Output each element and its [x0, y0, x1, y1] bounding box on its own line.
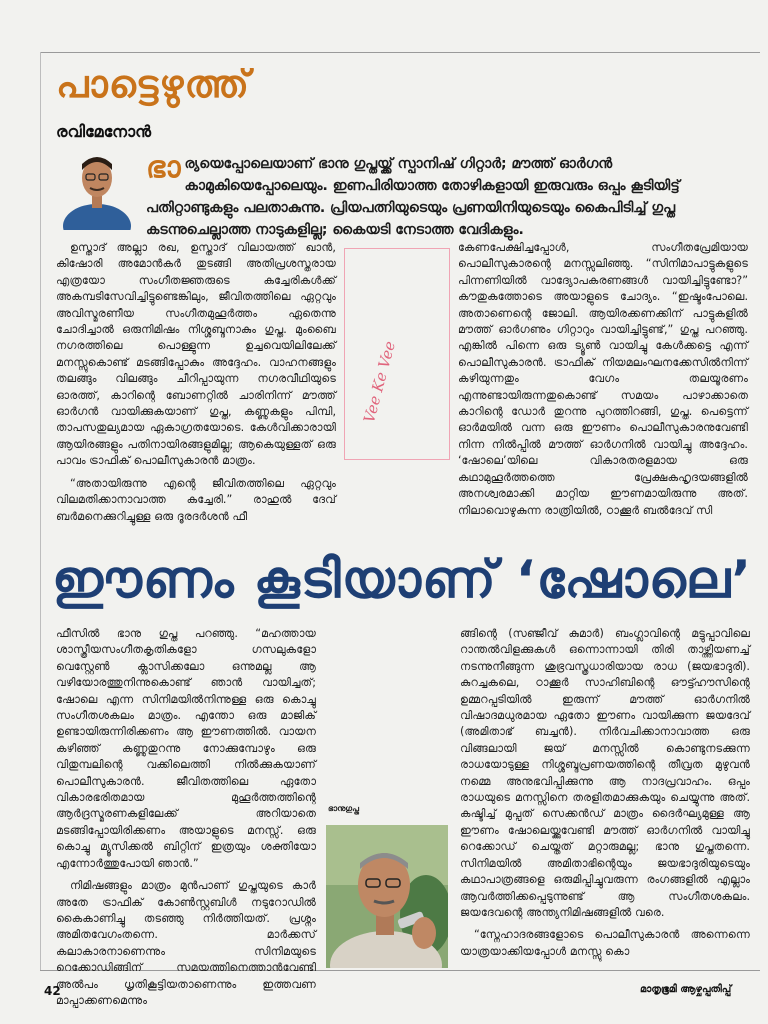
magazine-name: മാതൃഭൂമി ആഴ്ചപ്പതിപ്പ്	[640, 984, 732, 995]
ink-stamp-box	[344, 248, 450, 460]
page-number: 42	[44, 984, 61, 998]
paragraph: “അതായിരുന്നു എന്റെ ജീവിതത്തിലെ ഏറ്റവും വിലമതിക്കാനാവാത്ത കച്ചേരി.” രാഹുൽ ദേവ് ബർമനെക്കുറിച്ചുള്ള ഒരു ദൂരദർശൻ ഫീ	[56, 476, 336, 523]
paragraph: കേണപേക്ഷിച്ചപ്പോൾ, സംഗീതപ്രേമിയായ പൊലീസുകാരന്റെ മനസ്സലിഞ്ഞു. “സിനിമാപാട്ടുകളുടെ പിന്നണിയിൽ വാദ്യോപകരണങ്ങൾ വായിച്ചിട്ടുണ്ടോ?” കൗതുകത്തോടെ അയാളുടെ ചോദ്യം. “ഇഷ്ടംപോലെ. അതാണെന്റെ ജോലി. ആയിരക്കണക്കിന് പാട്ടുകളിൽ മൗത്ത് ഓർഗണും ഗിറ്റാറും വായിച്ചിട്ടുണ്ട്,” ഗുപ്ത പറഞ്ഞു. എങ്കിൽ പിന്നെ ഒരു ട്യൂൺ വായിച്ചു കേൾക്കട്ടെ എന്ന് പൊലീസുകാരൻ. ട്രാഫിക് നിയമലംഘനക്കേസിൽനിന്ന് കഴിയുന്നതും വേഗം തലയൂരണം എന്നുണ്ടായിരുന്നതുകൊണ്ട് സമയം പാഴാക്കാതെ കാറിന്റെ ഡോർ തുറന്നു പുറത്തിറങ്ങി, ഗുപ്ത. പെട്ടെന്ന് ഓർമയിൽ വന്ന ഒരു ഈണം പൊലീസുകാരനുവേണ്ടി നിന്ന നിൽപ്പിൽ മൗത്ത് ഓർഗനിൽ വായിച്ചു അദ്ദേഹം. ‘ഷോലെ’യിലെ വികാരതരളമായ ഒരു കഥാമുഹൂർത്തത്തെ പ്രേക്ഷകഹൃദയങ്ങളിൽ അനശ്വരമാക്കി മാറ്റിയ ഈണമായിരുന്നു അത്. നിലാവൊഴുകുന്ന രാത്രിയിൽ, ഠാക്കൂർ ബൽദേവ് സി	[458, 241, 748, 517]
frame-rule-top	[40, 52, 760, 53]
author-avatar	[56, 148, 138, 230]
dropcap: ഭാ	[146, 150, 181, 185]
paragraph: നിമിഷങ്ങളും മാത്രം മുൻപാണ് ഗുപ്തയുടെ കാർ അതേ ട്രാഫിക് കോൺസ്റ്റബിൾ നടുറോഡിൽ കൈകാണിച്ചു തടഞ്ഞു നിർത്തിയത്. പ്രശ്നം അമിതവേഗംതന്നെ. മാർക്കസ് കലാകാരനാണെന്നും സിനിമയുടെ റെക്കോഡിങ്ങിന് സമയത്തിനെത്താൻവേണ്ടി അൽപം ധൃതികൂട്ടിയതാണെന്നും ഇത്തവണ മാപ്പാക്കണമെന്നും	[56, 879, 316, 1007]
author-byline: രവിമേനോൻ	[56, 122, 151, 141]
column-title: പാട്ടെഴുത്ത്	[56, 62, 250, 106]
paragraph: ഫീസിൽ ഭാനു ഗുപ്ത പറഞ്ഞു. “മഹത്തായ ശാസ്ത്രീയസംഗീതകൃതികളോ ഗസലുകളോ വെസ്റ്റേൺ ക്ലാസിക്കലോ ഒന്നുമല്ല ആ വഴിയോരത്തുനിന്നുകൊണ്ട് ഞാൻ വായിച്ചത്; ഷോലെ എന്ന സിനിമയിൽനിന്നുള്ള ഒരു കൊച്ചു സംഗീതശകലം മാത്രം. എന്തോ ഒരു മാജിക് ഉണ്ടായിരുന്നിരിക്കണം ആ ഈണത്തിൽ. വായന കഴിഞ്ഞ് കണ്ണുതുറന്നു നോക്കുമ്പോഴും ഒരു വിതുമ്പലിന്റെ വക്കിലെത്തി നിൽക്കുകയാണ് പൊലീസുകാരൻ. ജീവിതത്തിലെ ഏതോ വികാരഭരിതമായ മുഹൂർത്തത്തിന്റെ ആർദ്രസ്മരണകളിലേക്ക് അറിയാതെ മടങ്ങിപ്പോയിരിക്കണം അയാളുടെ മനസ്സ്. ഒരു കൊച്ചു മ്യൂസിക്കൽ ബിറ്റിന് ഇത്രയും ശക്തിയോ എന്നോർത്തുപോയി ഞാൻ.”	[56, 627, 316, 870]
ink-stamp-text: Vee Ke Vee	[360, 339, 400, 425]
article-headline: ഈണം കൂടിയാണ് ‘ഷോലെ’	[52, 550, 753, 610]
portrait-photo	[326, 825, 448, 968]
paragraph: “സ്നേഹാദരങ്ങളോടെ പൊലീസുകാരൻ അന്നെന്നെ യാത്രയാക്കിയപ്പോൾ മനസ്സു കൊ	[460, 928, 750, 958]
paragraph: ങ്ങിന്റെ (സഞ്ജീവ് കുമാർ) ബംഗ്ലാവിന്റെ മട്ടുപ്പാവിലെ റാന്തൽവിളക്കുകൾ ഒന്നൊന്നായി തിരി താഴ്ത്തിയണച്ച് നടന്നുനീങ്ങുന്ന ശുഭ്രവസ്ത്രധാരിയായ രാധ (ജയഭാദുരി). കുറച്ചകലെ, ഠാക്കൂർ സാഹിബിന്റെ ഔട്ട്ഹൗസിന്റെ ഉമ്മറപ്പടിയിൽ ഇരുന്ന് മൗത്ത് ഓർഗനിൽ വിഷാദമധുരമായ ഏതോ ഈണം വായിക്കുന്ന ജയദേവ് (അമിതാഭ് ബച്ചൻ). നിർവചിക്കാനാവാത്ത ഒരു വിങ്ങലായി ജയ് മനസ്സിൽ കൊണ്ടുനടക്കുന്ന രാധയോടുള്ള നിശ്ശബ്ദപ്രണയത്തിന്റെ തീവ്രത മുഴുവൻ നമ്മെ അനുഭവിപ്പിക്കുന്നു ആ നാദപ്രവാഹം. ഒപ്പം രാധയുടെ മനസ്സിനെ തരളിതമാക്കുകയും ചെയ്യുന്നു അത്. കഷ്ടിച്ച് മുപ്പത് സെക്കൻഡ് മാത്രം ദൈർഘ്യമുള്ള ആ ഈണം ഷോലെയ്ക്കുവേണ്ടി മൗത്ത് ഓർഗനിൽ വായിച്ചു റെക്കോഡ് ചെയ്തത് മറ്റാരുമല്ല; ഭാനു ഗുപ്തതന്നെ. സിനിമയിൽ അമിതാഭിന്റെയും ജയഭാദുരിയുടെയും കഥാപാത്രങ്ങളെ ഒരുമിപ്പിച്ചുവരുന്ന രംഗങ്ങളിൽ എല്ലാം ആവർത്തിക്കപ്പെടുന്നുണ്ട് ആ സംഗീതശകലം. ജയദേവന്റെ അന്ത്യനിമിഷങ്ങളിൽ വരെ.	[460, 627, 750, 919]
article-column-3	[56, 626, 316, 1015]
article-column-4	[460, 626, 750, 966]
photo-caption: ഭാനുഗുപ്ത	[328, 804, 359, 813]
paragraph: ഉസ്താദ് അല്ലാ രഖ, ഉസ്താദ് വിലായത്ത് ഖാൻ, കിഷോരി അമോൻകർ തുടങ്ങി അതിപ്രശസ്തരായ എത്രയോ സംഗീതജ്ഞരുടെ കച്ചേരികൾക്ക് അകമ്പടിസേവിച്ചിട്ടുണ്ടെങ്കിലും, ജീവിതത്തിലെ ഏറ്റവും അവിസ്മരണീയ സംഗീതമുഹൂർത്തം ഏതെന്നു ചോദിച്ചാൽ ഒരുനിമിഷം നിശ്ശബ്ദനാകും ഗുപ്ത. മുംബൈ നഗരത്തിലെ പൊള്ളുന്ന ഉച്ചവെയിലിലേക്ക് മനസ്സുകൊണ്ട് മടങ്ങിപ്പോകും അദ്ദേഹം. വാഹനങ്ങളും തലങ്ങും വിലങ്ങും ചീറിപ്പായുന്ന നഗരവീഥിയുടെ ഓരത്ത്, കാറിന്റെ ബോണറ്റിൽ ചാരിനിന്ന് മൗത്ത് ഓർഗൻ വായിക്കുകയാണ് ഗുപ്ത, കണ്ണുകളും പിമ്പി, താപസതുല്യമായ ഏകാഗ്രതയോടെ. കേൾവിക്കാരായി ആയിരങ്ങളും പതിനായിരങ്ങളുമില്ല; ആകെയുള്ളത് ഒരു പാവം ട്രാഫിക് പൊലീസുകാരൻ മാത്രം.	[56, 241, 336, 468]
frame-rule-left	[40, 52, 41, 970]
intro-text: ര്യയെപ്പോലെയാണ് ഭാനു ഗുപ്തയ്ക്ക് സ്പാനിഷ് ഗിറ്റാർ; മൗത്ത് ഓർഗൻ കാമുകിയെപ്പോലെയും. ഇണപിരിയാത്ത തോഴികളായി ഇരുവരും ഒപ്പം കൂടിയിട്ട് പതിറ്റാണ്ടുകളും പലതാകുന്നു. പ്രിയപത്നിയുടെയും പ്രണയിനിയുടെയും കൈപിടിച്ച് ഗുപ്ത കടന്നുചെല്ലാത്ത നാടുകളില്ല; കൈയടി നേടാത്ത വേദികളും.	[146, 156, 680, 238]
intro-paragraph	[146, 150, 746, 241]
article-column-1	[56, 240, 336, 531]
article-column-2	[458, 240, 748, 525]
